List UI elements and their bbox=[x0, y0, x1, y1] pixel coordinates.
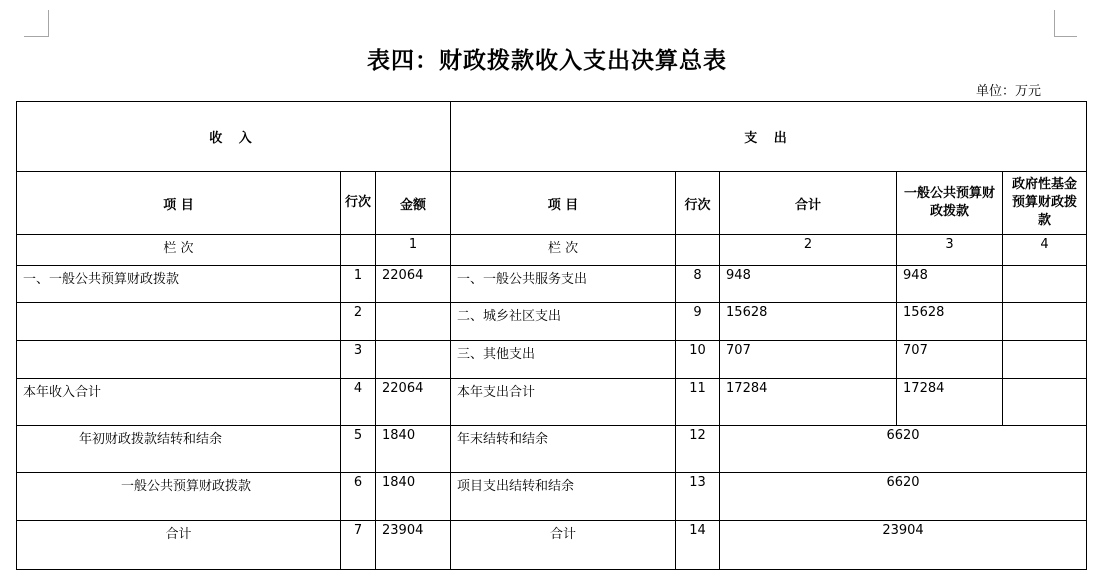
expense-government-fund bbox=[1003, 341, 1087, 379]
page-corner-mark-right bbox=[1054, 10, 1077, 37]
income-amount: 22064 bbox=[376, 379, 451, 426]
expense-government-fund bbox=[1003, 379, 1087, 426]
expense-row-number: 11 bbox=[676, 379, 720, 426]
expense-row-number: 12 bbox=[676, 426, 720, 473]
expense-row-number: 14 bbox=[676, 521, 720, 570]
income-item: 本年收入合计 bbox=[17, 379, 341, 426]
expense-total: 17284 bbox=[720, 379, 897, 426]
expense-row-number: 13 bbox=[676, 473, 720, 521]
table-row bbox=[17, 521, 1087, 570]
expense-total: 707 bbox=[720, 341, 897, 379]
expense-item: 三、其他支出 bbox=[451, 341, 676, 379]
col-header-government-fund: 政府性基金预算财政拨款 bbox=[1003, 172, 1087, 235]
income-row-number: 4 bbox=[341, 379, 376, 426]
table-row bbox=[17, 341, 1087, 379]
expense-total: 15628 bbox=[720, 303, 897, 341]
lane-total: 2 bbox=[720, 235, 897, 266]
income-row-number: 5 bbox=[341, 426, 376, 473]
expense-item: 合计 bbox=[451, 521, 676, 570]
lane-number-row bbox=[17, 235, 1087, 266]
expense-item: 年末结转和结余 bbox=[451, 426, 676, 473]
document-title: 表四：财政拨款收入支出决算总表 bbox=[367, 47, 727, 74]
income-amount: 22064 bbox=[376, 266, 451, 303]
income-item bbox=[17, 341, 341, 379]
expense-row-number: 8 bbox=[676, 266, 720, 303]
lane-general: 3 bbox=[897, 235, 1003, 266]
income-amount bbox=[376, 341, 451, 379]
income-row-number: 2 bbox=[341, 303, 376, 341]
income-item: 年初财政拨款结转和结余 bbox=[17, 426, 341, 473]
expense-item: 项目支出结转和结余 bbox=[451, 473, 676, 521]
income-item: 一般公共预算财政拨款 bbox=[17, 473, 341, 521]
lane-amount: 1 bbox=[376, 235, 451, 266]
income-amount bbox=[376, 303, 451, 341]
income-amount: 1840 bbox=[376, 473, 451, 521]
income-item: 一、一般公共预算财政拨款 bbox=[17, 266, 341, 303]
income-item: 合计 bbox=[17, 521, 341, 570]
table-row bbox=[17, 426, 1087, 473]
lane-fund: 4 bbox=[1003, 235, 1087, 266]
column-header-row bbox=[17, 172, 1087, 235]
expense-government-fund bbox=[1003, 266, 1087, 303]
col-header-expense-item: 项 目 bbox=[451, 172, 676, 235]
expense-item: 本年支出合计 bbox=[451, 379, 676, 426]
expense-merged-value: 6620 bbox=[720, 473, 1087, 521]
table-row bbox=[17, 266, 1087, 303]
col-header-item: 项 目 bbox=[17, 172, 341, 235]
expense-general-budget: 15628 bbox=[897, 303, 1003, 341]
expense-row-number: 10 bbox=[676, 341, 720, 379]
income-amount: 1840 bbox=[376, 426, 451, 473]
col-header-total: 合计 bbox=[720, 172, 897, 235]
income-row-number: 3 bbox=[341, 341, 376, 379]
lane-cell-empty bbox=[676, 235, 720, 266]
expense-general-budget: 17284 bbox=[897, 379, 1003, 426]
col-header-expense-row-number: 行次 bbox=[676, 172, 720, 235]
col-header-amount: 金额 bbox=[376, 172, 451, 235]
income-row-number: 1 bbox=[341, 266, 376, 303]
lane-cell-empty bbox=[341, 235, 376, 266]
expense-general-budget: 948 bbox=[897, 266, 1003, 303]
table-row bbox=[17, 303, 1087, 341]
expense-general-budget: 707 bbox=[897, 341, 1003, 379]
income-amount: 23904 bbox=[376, 521, 451, 570]
table-row bbox=[17, 473, 1087, 521]
expense-merged-value: 6620 bbox=[720, 426, 1087, 473]
lane-label-right: 栏 次 bbox=[451, 235, 676, 266]
page-corner-mark-left bbox=[24, 10, 49, 37]
budget-summary-table bbox=[16, 101, 1087, 570]
income-row-number: 6 bbox=[341, 473, 376, 521]
lane-label-left: 栏 次 bbox=[17, 235, 341, 266]
section-header-row bbox=[17, 102, 1087, 172]
income-section-header: 收 入 bbox=[17, 102, 451, 172]
expense-row-number: 9 bbox=[676, 303, 720, 341]
expense-total: 948 bbox=[720, 266, 897, 303]
col-header-row-number: 行次 bbox=[341, 172, 376, 235]
expense-item: 二、城乡社区支出 bbox=[451, 303, 676, 341]
income-row-number: 7 bbox=[341, 521, 376, 570]
expense-section-header: 支 出 bbox=[451, 102, 1087, 172]
expense-government-fund bbox=[1003, 303, 1087, 341]
expense-merged-value: 23904 bbox=[720, 521, 1087, 570]
unit-label: 单位：万元 bbox=[976, 84, 1042, 99]
col-header-general-budget: 一般公共预算财政拨款 bbox=[897, 172, 1003, 235]
expense-item: 一、一般公共服务支出 bbox=[451, 266, 676, 303]
income-item bbox=[17, 303, 341, 341]
table-row bbox=[17, 379, 1087, 426]
